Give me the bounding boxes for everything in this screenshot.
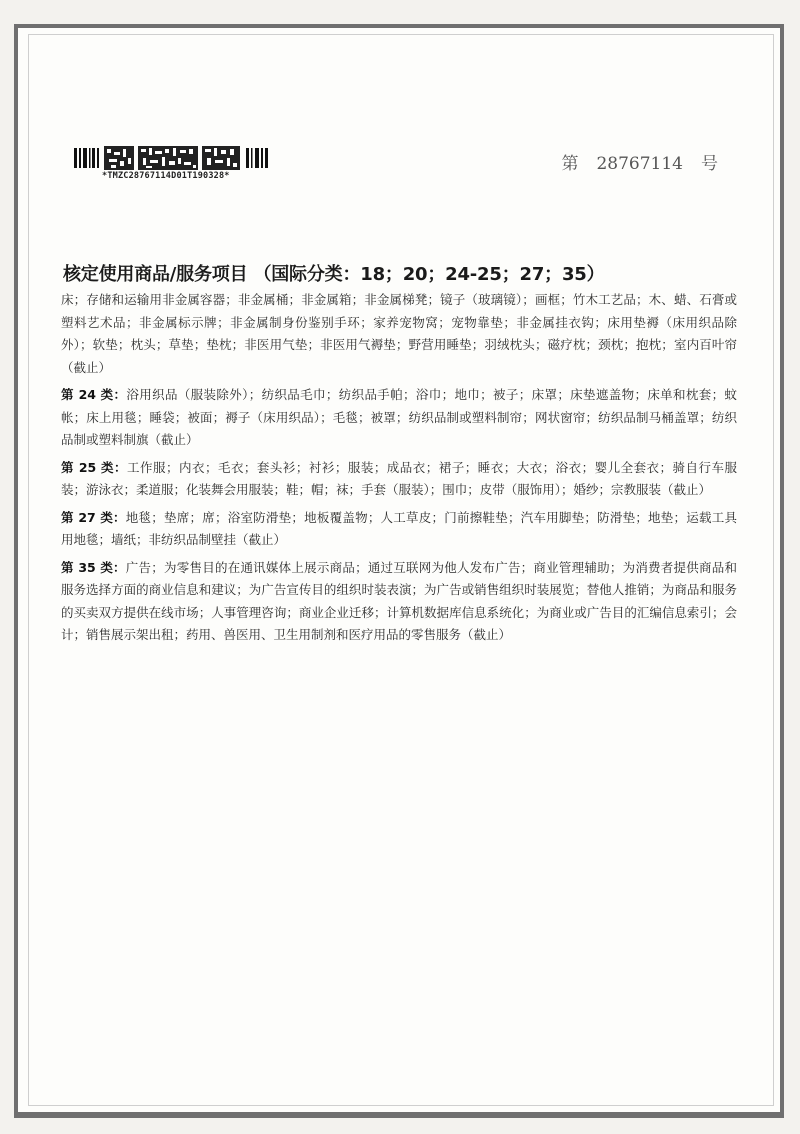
class-24-block xyxy=(61,384,737,452)
class-35-block xyxy=(61,557,737,647)
registration-prefix: 第 xyxy=(561,154,579,174)
class-label: 第 24 类： xyxy=(61,387,127,402)
class-items: 工作服；内衣；毛衣；套头衫；衬衫；服装；成品衣；裙子；睡衣；大衣；浴衣；婴儿全套衣；骑自行车服装；游泳衣；柔道服；化装舞会用服装；鞋；帽；袜；手套（服装）；围巾；皮带（服饰用）；婚纱；宗教服装（截止） xyxy=(61,459,737,497)
barcode-icon xyxy=(74,146,270,170)
class-label: 第 35 类： xyxy=(61,559,126,575)
class-items: 广告；为零售目的在通讯媒体上展示商品；通过互联网为他人发布广告；商业管理辅助；为消费者提供商品和服务选择方面的商业信息和建议；为广告宣传目的组织时装表演；为广告或销售组织时装展览；替他人推销；为商品和服务的买卖双方提供在线市场；人事管理咨询；商业企业迁移；计算机数据库信息系统化；为商业或广告目的汇编信息索引；会计；销售展示架出租；药用、兽医用、卫生用制剂和医疗用品的零售服务（截止） xyxy=(61,559,737,642)
class-items: 地毯；垫席；席；浴室防滑垫；地板覆盖物；人工草皮；门前擦鞋垫；汽车用脚垫；防滑垫；地垫；运载工具用地毯；墙纸；非纺织品制壁挂（截止） xyxy=(61,509,737,547)
class-27-block xyxy=(61,507,737,552)
registration-suffix: 号 xyxy=(701,154,718,174)
registration-number-value: 28767114 xyxy=(596,154,683,174)
class-list xyxy=(61,289,737,647)
certificate-page xyxy=(14,24,784,1118)
class-label: 第 25 类： xyxy=(61,459,128,475)
class-label: 第 27 类： xyxy=(61,509,126,525)
registration-number xyxy=(561,149,718,174)
class-20-block xyxy=(61,289,737,379)
approved-goods-services xyxy=(61,260,737,652)
class-items: 床；存储和运输用非金属容器；非金属桶；非金属箱；非金属梯凳；镜子（玻璃镜）；画框；竹木工艺品；木、蜡、石膏或塑料艺术品；非金属标示牌；非金属制身份鉴别手环；家养宠物窝；宠物靠垫；非金属挂衣钩；床用垫褥（床用织品除外）；软垫；枕头；草垫；垫枕；非医用气垫；非医用气褥垫；野营用睡垫；羽绒枕头；磁疗枕；颈枕；抱枕；室内百叶帘（截止） xyxy=(61,292,737,375)
section-heading: 核定使用商品/服务项目 （国际分类：18；20；24-25；27；35） xyxy=(63,264,605,285)
class-25-block xyxy=(61,457,737,502)
class-items: 浴用织品（服装除外）；纺织品毛巾；纺织品手帕；浴巾；地巾；被子；床罩；床垫遮盖物；床单和枕套；蚊帐；床上用毯；睡袋；被面；褥子（床用织品）；毛毯；被罩；纺织品制或塑料制帘；网状窗帘；纺织品制马桶盖罩；纺织品制或塑料制旗（截止） xyxy=(61,387,737,447)
barcode-text: *TMZC28767114D01T190328* xyxy=(102,171,230,181)
barcode-block xyxy=(74,146,274,181)
